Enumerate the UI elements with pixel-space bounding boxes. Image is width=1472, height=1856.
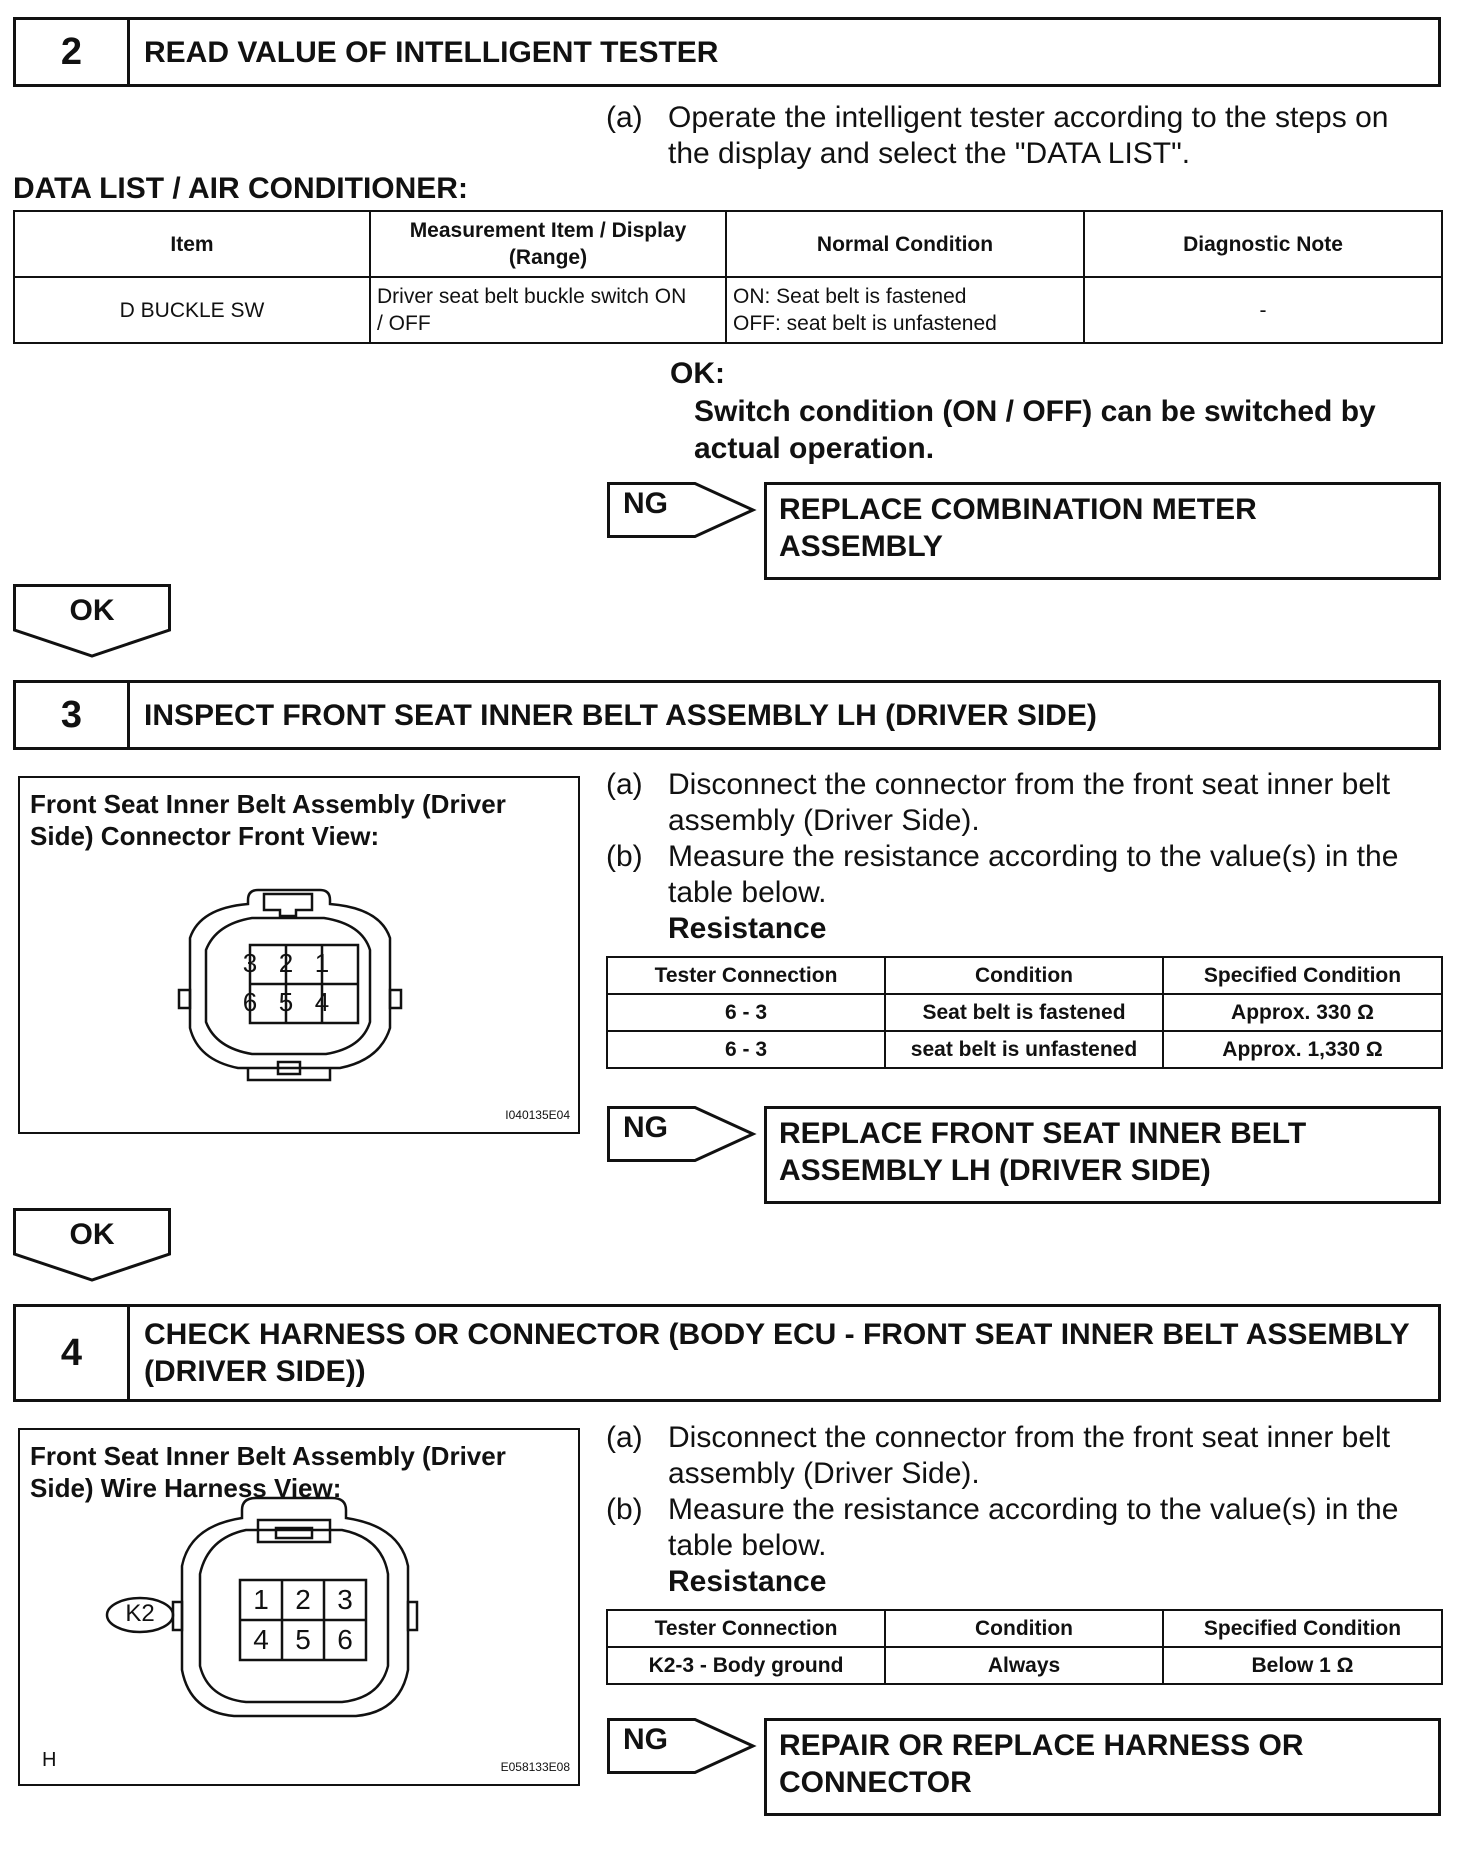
ng-result-line-1: REPLACE COMBINATION METER [779,493,1257,526]
ng-result-box [764,1106,1441,1204]
ng-result-box [764,1718,1441,1816]
cell-spec: Below 1 Ω [1163,1647,1442,1684]
step-4-number: 4 [16,1307,130,1399]
pin-6: 6 [337,1624,353,1655]
pin-5: 5 [278,987,294,1017]
instruction-label: (a) [606,1421,643,1454]
pin-2: 2 [278,948,294,978]
header-measurement-line-1: Measurement Item / Display [409,219,687,242]
table-header-row [14,211,1442,277]
resistance-heading: Resistance [668,1565,827,1598]
ng-result-box [764,482,1441,580]
cell-connection: 6 - 3 [607,1031,885,1068]
resistance-table [606,956,1443,1069]
cell-condition: Always [885,1647,1163,1684]
step-2-instruction-a [606,100,1446,172]
resistance-heading: Resistance [668,912,827,945]
cell-measurement [370,277,726,343]
instruction-line-1: Disconnect the connector from the front seat inner belt [668,1421,1391,1454]
pin-3: 3 [337,1584,353,1615]
header-tester-connection: Tester Connection [607,1610,885,1647]
step-4-title-line-2: (DRIVER SIDE)) [144,1355,366,1388]
pin-1: 1 [314,948,330,978]
instruction-line-1: Operate the intelligent tester according to the steps on [668,101,1389,134]
figure-title-line-2: Side) Wire Harness View: [30,1473,342,1503]
header-normal-condition: Normal Condition [726,211,1084,277]
data-list-table [13,210,1443,344]
instruction-line-1: Disconnect the connector from the front seat inner belt [668,768,1391,801]
header-condition: Condition [885,957,1163,994]
instruction-line-2: assembly (Driver Side). [668,1457,980,1490]
cell-normal-line-2: OFF: seat belt is unfastened [733,312,997,335]
header-specified-condition: Specified Condition [1163,1610,1442,1647]
instruction-label: (a) [606,101,643,134]
figure-title-line-1: Front Seat Inner Belt Assembly (Driver [30,789,506,819]
instruction-line-1: Measure the resistance according to the value(s) in the [668,1493,1399,1526]
ok-criteria-heading: OK: [670,357,725,390]
step-3-header [13,680,1441,750]
step-2-number: 2 [16,20,130,84]
pin-4: 4 [314,987,330,1017]
table-row [14,277,1442,343]
instruction-line-2: the display and select the "DATA LIST". [668,137,1191,170]
figure-code: I040135E04 [505,1108,570,1122]
cell-normal-condition [726,277,1084,343]
pin-4: 4 [253,1624,269,1655]
cell-measurement-line-1: Driver seat belt buckle switch ON [377,285,687,308]
pin-1: 1 [253,1584,269,1615]
cell-measurement-line-2: / OFF [377,312,431,335]
ng-label: NG [623,1723,668,1756]
ok-branch-tag [13,584,171,658]
ok-branch-tag [13,1208,171,1282]
step-4-instruction-b [606,1492,1446,1564]
pin-2: 2 [295,1584,311,1615]
instruction-label: (b) [606,1493,643,1526]
ng-branch-tag [607,1106,757,1162]
ok-criteria-line-2: actual operation. [694,432,935,465]
cell-connection: K2-3 - Body ground [607,1647,885,1684]
step-4-instruction-a [606,1420,1446,1492]
cell-connection: 6 - 3 [607,994,885,1031]
header-tester-connection: Tester Connection [607,957,885,994]
ng-branch-tag [607,1718,757,1774]
header-item: Item [14,211,370,277]
step-3-title: INSPECT FRONT SEAT INNER BELT ASSEMBLY LH (DRIVER SIDE) [144,698,1097,732]
instruction-line-1: Measure the resistance according to the value(s) in the [668,840,1399,873]
table-header-row [607,957,1442,994]
cell-spec: Approx. 1,330 Ω [1163,1031,1442,1068]
ok-label: OK [69,1218,115,1251]
figure-h-marker: H [42,1749,57,1771]
figure-title-line-1: Front Seat Inner Belt Assembly (Driver [30,1441,506,1471]
ng-result-line-2: ASSEMBLY [779,530,943,563]
step-2-title: READ VALUE OF INTELLIGENT TESTER [144,35,719,69]
step-4-header [13,1304,1441,1402]
ng-result-line-2: CONNECTOR [779,1766,972,1799]
step-3-instruction-a [606,767,1446,839]
table-row [607,1031,1442,1068]
ng-result-line-1: REPLACE FRONT SEAT INNER BELT [779,1117,1307,1150]
instruction-line-2: table below. [668,876,827,909]
ng-result-line-2: ASSEMBLY LH (DRIVER SIDE) [779,1154,1211,1187]
pin-3: 3 [242,948,258,978]
step-3-instruction-b [606,839,1446,911]
instruction-label: (b) [606,840,643,873]
step-4-title [130,1307,1438,1399]
pin-5: 5 [295,1624,311,1655]
table-header-row [607,1610,1442,1647]
cell-condition: Seat belt is fastened [885,994,1163,1031]
figure-code: E058133E08 [500,1760,570,1774]
instruction-line-2: assembly (Driver Side). [668,804,980,837]
ng-result-line-1: REPAIR OR REPLACE HARNESS OR [779,1729,1304,1762]
figure-title-line-2: Side) Connector Front View: [30,821,380,851]
instruction-line-2: table below. [668,1529,827,1562]
ok-label: OK [69,594,115,627]
pin-6: 6 [242,987,258,1017]
step-3-number: 3 [16,683,130,747]
header-measurement-line-2: (Range) [508,246,588,269]
ng-label: NG [623,487,668,520]
connector-front-view-figure [18,776,580,1134]
table-row [607,1647,1442,1684]
cell-spec: Approx. 330 Ω [1163,994,1442,1031]
step-2-header [13,17,1441,87]
step-4-title-line-1: CHECK HARNESS OR CONNECTOR (BODY ECU - FRONT SEAT INNER BELT ASSEMBLY [144,1318,1410,1351]
ng-label: NG [623,1111,668,1144]
connector-tag-k2: K2 [125,1600,155,1627]
header-diagnostic-note: Diagnostic Note [1084,211,1442,277]
cell-condition: seat belt is unfastened [885,1031,1163,1068]
ok-criteria-line-1: Switch condition (ON / OFF) can be switched by [694,395,1376,428]
instruction-label: (a) [606,768,643,801]
header-specified-condition: Specified Condition [1163,957,1442,994]
cell-normal-line-1: ON: Seat belt is fastened [733,285,967,308]
wire-harness-view-figure [18,1428,580,1786]
cell-diagnostic-note: - [1084,277,1442,343]
ng-branch-tag [607,482,757,538]
data-list-heading: DATA LIST / AIR CONDITIONER: [13,172,468,205]
resistance-table [606,1609,1443,1685]
cell-item: D BUCKLE SW [14,277,370,343]
header-condition: Condition [885,1610,1163,1647]
table-row [607,994,1442,1031]
header-measurement [370,211,726,277]
